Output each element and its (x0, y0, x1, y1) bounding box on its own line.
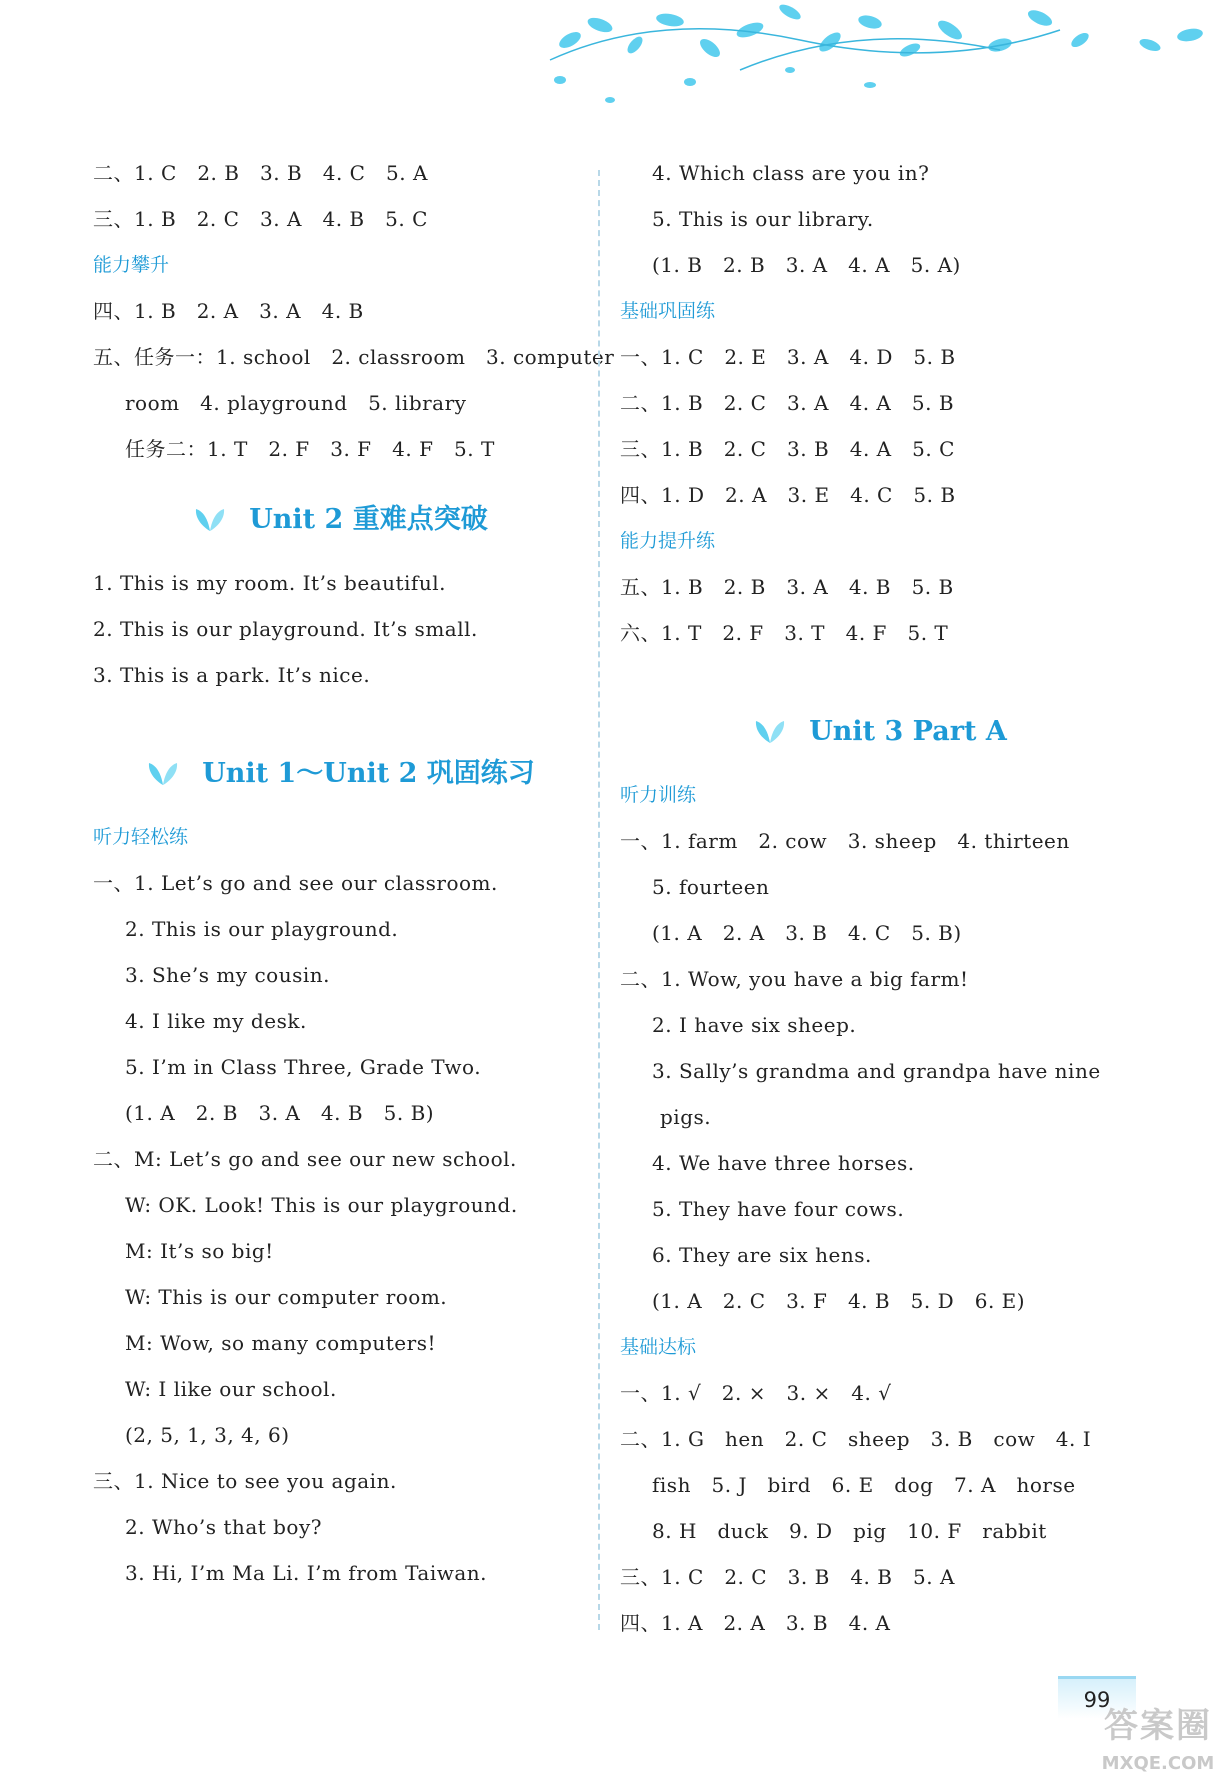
answer-line: 三、1. C 2. C 3. B 4. B 5. A (620, 1565, 955, 1589)
answer-line: 三、1. B 2. C 3. B 4. A 5. C (620, 437, 955, 461)
answer-line: W: I like our school. (125, 1377, 337, 1401)
answer-line: (1. A 2. B 3. A 4. B 5. B) (125, 1101, 435, 1125)
answer-line: 2. This is our playground. It’s small. (93, 617, 478, 641)
answer-line: 2. This is our playground. (125, 917, 399, 941)
answer-line: 五、任务一：1. school 2. classroom 3. computer (93, 345, 615, 369)
answer-line: 5. I’m in Class Three, Grade Two. (125, 1055, 482, 1079)
answer-line: 1. This is my room. It’s beautiful. (93, 571, 446, 595)
answer-line: 6. They are six hens. (652, 1243, 872, 1267)
answer-line: 四、1. D 2. A 3. E 4. C 5. B (620, 483, 956, 507)
answer-line: 一、1. C 2. E 3. A 4. D 5. B (620, 345, 956, 369)
answer-line: 一、1. √ 2. × 3. × 4. √ (620, 1381, 892, 1405)
answer-line: 3. This is a park. It’s nice. (93, 663, 371, 687)
answer-line: 2. I have six sheep. (652, 1013, 857, 1037)
leaf-icon (753, 719, 787, 745)
watermark-url: MXQE.COM (1101, 1753, 1215, 1774)
answer-line: 三、1. Nice to see you again. (93, 1469, 397, 1493)
category-label: 听力轻松练 (93, 826, 189, 848)
answer-line: 4. I like my desk. (125, 1009, 307, 1033)
answer-line: 二、1. G hen 2. C sheep 3. B cow 4. I (620, 1427, 1092, 1451)
right-column (620, 150, 1140, 1646)
leaves-decoration (540, 0, 1228, 120)
watermark (1090, 1700, 1226, 1790)
section-heading-text: Unit 1～Unit 2 巩固练习 (202, 758, 535, 789)
category-label: 听力训练 (620, 784, 697, 806)
answer-line: (1. A 2. C 3. F 4. B 5. D 6. E) (652, 1289, 1026, 1313)
answer-line: 5. They have four cows. (652, 1197, 905, 1221)
answer-line: 任务二：1. T 2. F 3. F 4. F 5. T (125, 437, 495, 461)
column-divider (598, 170, 600, 1630)
answer-line: pigs. (660, 1105, 712, 1129)
section-heading-text: Unit 2 重难点突破 (249, 504, 488, 535)
answer-line: 一、1. farm 2. cow 3. sheep 4. thirteen (620, 829, 1070, 853)
category-label: 能力攀升 (93, 254, 170, 276)
answer-line: M: Wow, so many computers! (125, 1331, 436, 1355)
category-label: 基础巩固练 (620, 300, 716, 322)
category-label: 能力提升练 (620, 530, 716, 552)
answer-line: 二、1. Wow, you have a big farm! (620, 967, 969, 991)
answer-line: W: OK. Look! This is our playground. (125, 1193, 518, 1217)
section-heading (620, 692, 1140, 772)
page-number: 99 (1083, 1688, 1111, 1712)
answer-line: 二、1. C 2. B 3. B 4. C 5. A (93, 161, 428, 185)
leaf-icon (146, 761, 180, 787)
answer-line: 3. She’s my cousin. (125, 963, 330, 987)
answer-line: 四、1. A 2. A 3. B 4. A (620, 1611, 891, 1635)
section-heading-text: Unit 3 Part A (809, 716, 1007, 747)
answer-line: (2, 5, 1, 3, 4, 6) (125, 1423, 290, 1447)
answer-line: W: This is our computer room. (125, 1285, 448, 1309)
section-heading (93, 480, 588, 560)
answer-line: 3. Sally’s grandma and grandpa have nine (652, 1059, 1101, 1083)
watermark-text: 答案圈 (1104, 1706, 1212, 1746)
answer-line: 二、M: Let’s go and see our new school. (93, 1147, 517, 1171)
answer-line: 8. H duck 9. D pig 10. F rabbit (652, 1519, 1047, 1543)
answer-line: 3. Hi, I’m Ma Li. I’m from Taiwan. (125, 1561, 488, 1585)
spacer (620, 656, 1140, 684)
left-column (93, 150, 615, 1596)
answer-line: 一、1. Let’s go and see our classroom. (93, 871, 498, 895)
leaf-icon (193, 507, 227, 533)
answer-line: 5. This is our library. (652, 207, 874, 231)
category-label: 基础达标 (620, 1336, 697, 1358)
answer-line: (1. A 2. A 3. B 4. C 5. B) (652, 921, 962, 945)
spacer (93, 698, 588, 726)
answer-line: 二、1. B 2. C 3. A 4. A 5. B (620, 391, 955, 415)
section-heading (93, 734, 588, 814)
answer-line: M: It’s so big! (125, 1239, 274, 1263)
answer-line: 三、1. B 2. C 3. A 4. B 5. C (93, 207, 428, 231)
answer-line: 5. fourteen (652, 875, 770, 899)
answer-line: (1. B 2. B 3. A 4. A 5. A) (652, 253, 961, 277)
answer-line: 4. Which class are you in? (652, 161, 930, 185)
answer-line: 4. We have three horses. (652, 1151, 915, 1175)
answer-line: fish 5. J bird 6. E dog 7. A horse (652, 1473, 1076, 1497)
answer-line: 2. Who’s that boy? (125, 1515, 322, 1539)
answer-line: room 4. playground 5. library (125, 391, 467, 415)
answer-line: 四、1. B 2. A 3. A 4. B (93, 299, 364, 323)
answer-line: 六、1. T 2. F 3. T 4. F 5. T (620, 621, 949, 645)
answer-line: 五、1. B 2. B 3. A 4. B 5. B (620, 575, 954, 599)
